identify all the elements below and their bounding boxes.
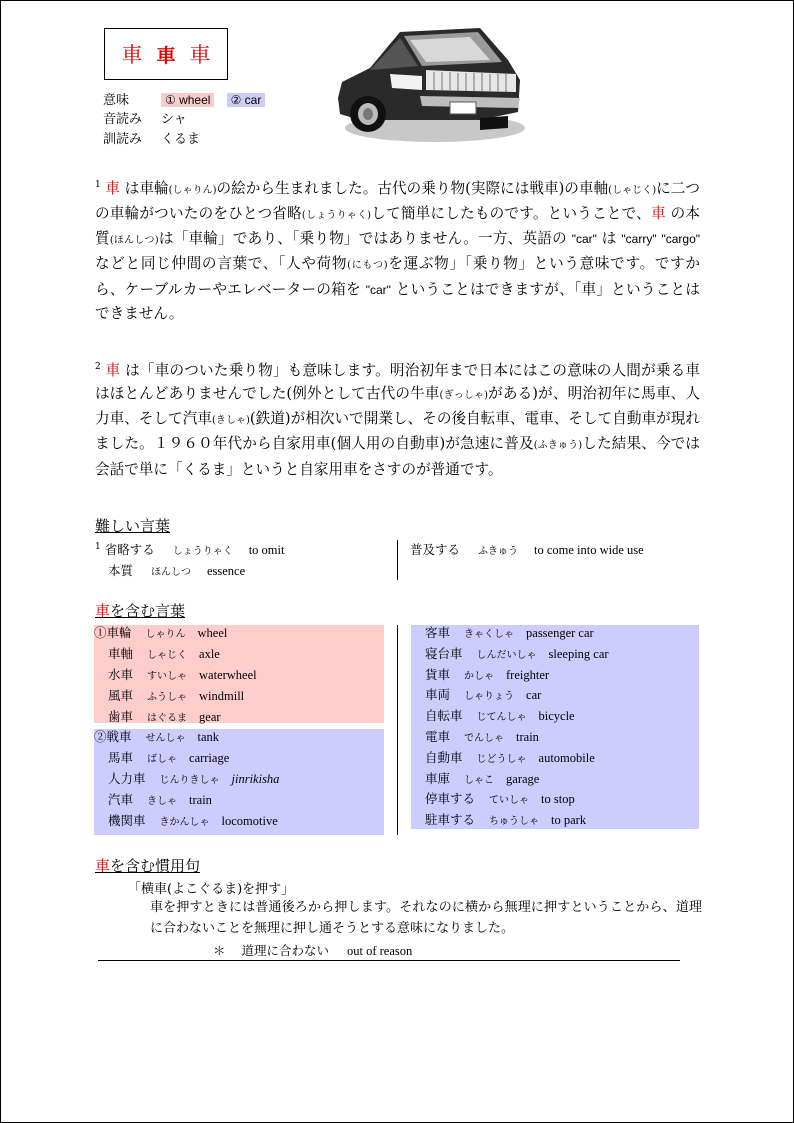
word-english: waterwheel [199, 668, 257, 682]
word-english: freighter [506, 667, 550, 682]
word-row [94, 707, 221, 727]
word-english: automobile [538, 750, 595, 765]
word-kanji: 駐車する [425, 812, 476, 828]
word-kanji: 自動車 [425, 749, 463, 765]
p1-text: は「車輪」であり、「乗り物」ではありません。一方、英語の [158, 230, 572, 248]
paragraph-2 [95, 356, 700, 481]
kanji-forms-box [104, 28, 228, 80]
p1-reading: (しょうりゃく) [301, 210, 372, 222]
word-row [411, 623, 594, 643]
word-row [411, 644, 609, 664]
difficult-words-title: 難しい言葉 [95, 517, 171, 535]
word-row [94, 623, 227, 643]
difficult-word-english: to omit [248, 543, 285, 557]
kun-reading-row [103, 130, 200, 150]
paragraph-2-number: 2 [95, 362, 101, 372]
p1-text: に二つの車輪がついたのをひとつ省略 [95, 179, 700, 223]
word-row [411, 665, 549, 685]
difficult-word-reading: ふきゅう [478, 546, 518, 557]
word-kanji: 車庫 [425, 770, 451, 786]
car-illustration [330, 20, 525, 145]
paragraph-2-head: 車 [105, 361, 121, 379]
word-kanji: 停車する [425, 791, 476, 807]
word-kanji: 貨車 [425, 666, 451, 682]
paragraph-1-head: 車 [105, 179, 121, 197]
on-reading-label: 音読み [103, 112, 143, 127]
difficult-words-divider [397, 540, 398, 580]
idiom-note-word: 道理に合わない [241, 943, 330, 958]
word-reading: じてんしゃ [476, 712, 527, 724]
kun-reading-label: 訓読み [103, 132, 143, 147]
word-reading: きしゃ [147, 796, 178, 807]
word-kanji: 機関車 [108, 813, 146, 828]
p1-text: などと同じ仲間の言葉で、「人や荷物 [95, 255, 348, 273]
word-english: to park [551, 813, 587, 828]
word-row [94, 790, 212, 810]
word-row [411, 727, 539, 747]
word-kanji: 車両 [425, 687, 451, 703]
on-reading-row [103, 110, 187, 130]
meaning-2: ② car [227, 93, 266, 107]
difficult-word: 省略する [104, 542, 155, 557]
word-row [94, 811, 278, 831]
word-reading: せんしゃ [145, 733, 186, 744]
word-reading: しゃりん [145, 629, 186, 640]
word-row [411, 789, 575, 809]
idiom-note [213, 941, 412, 959]
p1-text: ということはできますが、「車」ということはできません。 [95, 280, 700, 322]
word-kanji: ①車輪 [94, 625, 132, 640]
p2-text: (鉄道)が相次いで開業し、その後自転車、電車、そして自動車が現れました。１９６０年代から自家用車(個人用の自動車)が急速に普及 [95, 410, 700, 453]
word-reading: ふうしゃ [147, 692, 188, 703]
p1-reading: (しゃりん) [168, 184, 217, 196]
difficult-word-row [108, 561, 245, 579]
word-english: bicycle [538, 709, 575, 724]
difficult-word-reading: しょうりゃく [172, 546, 233, 557]
word-row [411, 706, 575, 726]
p1-english: "car" [365, 282, 391, 297]
p2-text: は「車のついた乗り物」も意味します。明治初年まで日本にはこの意味の人間が乗る車はほとんどありませんでした(例外として古代の牛車 [95, 361, 700, 403]
idiom-phrase: 「横車(よこぐるま)を押す」 [128, 882, 295, 897]
word-row [94, 769, 279, 789]
word-reading: じんりきしゃ [159, 775, 220, 786]
word-english: axle [199, 647, 220, 661]
word-kanji: 風車 [108, 688, 134, 703]
word-reading: しゃこ [464, 774, 495, 786]
word-kanji: 電車 [425, 729, 451, 744]
difficult-word: 普及する [410, 542, 461, 557]
word-kanji: 車軸 [108, 646, 134, 661]
word-reading: かしゃ [464, 670, 495, 682]
word-reading: しんだいしゃ [476, 649, 537, 661]
word-kanji: 人力車 [108, 771, 146, 786]
p1-english: "carry" [621, 232, 657, 247]
difficult-word-number: 1 [95, 541, 101, 552]
p2-reading: (ぎっしゃ) [439, 390, 488, 402]
word-reading: きかんしゃ [159, 817, 210, 828]
word-reading: ちゅうしゃ [489, 816, 540, 828]
word-kanji: 客車 [425, 625, 451, 640]
word-reading: でんしゃ [464, 733, 505, 744]
word-row [411, 769, 539, 789]
p1-text: は車輪 [120, 179, 169, 197]
word-kanji: 歯車 [108, 709, 134, 724]
idiom-note-star: ＊ [213, 943, 226, 958]
idiom-title-head: 車 [95, 857, 111, 875]
word-english: train [189, 793, 212, 807]
on-reading-value: シャ [161, 112, 187, 127]
word-reading: ばしゃ [147, 754, 178, 765]
word-english: gear [199, 710, 221, 724]
word-reading: すいしゃ [147, 671, 188, 682]
p1-text: の絵から生まれました。古代の乗り物(実際には戦車)の車軸 [216, 179, 609, 197]
word-reading: じどうしゃ [476, 753, 527, 765]
word-kanji: ②戦車 [94, 729, 132, 744]
difficult-word-row [95, 540, 284, 558]
word-kanji: 馬車 [108, 750, 134, 765]
word-reading: はぐるま [147, 713, 188, 724]
word-reading: しゃりょう [464, 691, 515, 703]
kanji-form-2: 車 [156, 44, 176, 67]
difficult-word: 本質 [108, 563, 134, 578]
p1-english: "cargo" [661, 232, 701, 247]
word-reading: きゃくしゃ [464, 629, 515, 640]
word-english: garage [506, 771, 540, 786]
word-english: jinrikisha [231, 772, 280, 786]
word-english: to stop [541, 792, 575, 807]
word-row [411, 685, 541, 705]
idiom-section-title [95, 855, 200, 876]
p1-text: して簡単にしたものです。ということで、 [371, 205, 651, 223]
word-kanji: 自転車 [425, 708, 463, 724]
word-reading: ていしゃ [489, 795, 530, 807]
bottom-rule [98, 960, 680, 961]
word-english: passenger car [526, 626, 594, 640]
idiom-explanation: 車を押すときには普通後ろから押します。それなのに横から無理に押すということから、道理に合わないことを無理に押し通そうとする意味になりました。 [150, 900, 702, 936]
kun-reading-value: くるま [161, 132, 201, 147]
word-row [94, 686, 244, 706]
word-english: sleeping car [548, 646, 609, 661]
idiom-title-rest: を含む慣用句 [110, 857, 201, 875]
p1-text: の本質 [95, 205, 700, 248]
word-english: windmill [199, 689, 245, 703]
p1-reading: (しゃじく) [608, 184, 657, 196]
meaning-label: 意味 [103, 93, 130, 108]
word-english: carriage [189, 751, 230, 765]
kanji-form-1: 車 [121, 43, 143, 67]
p1-text: を運ぶ物」「乗り物」という意味です。ですから、ケーブルカーやエレベーターの箱を [95, 255, 700, 298]
words-title-head: 車 [95, 602, 111, 620]
word-reading: しゃじく [147, 650, 188, 661]
words-divider [397, 625, 398, 835]
paragraph-1-number: 1 [95, 180, 101, 190]
kanji-form-3: 車 [189, 43, 211, 67]
meaning-row [103, 90, 265, 111]
word-english: wheel [197, 626, 228, 640]
difficult-word-reading: ほんしつ [151, 567, 191, 578]
meaning-1: ① wheel [161, 93, 214, 107]
word-kanji: 水車 [108, 667, 134, 682]
word-row [94, 748, 229, 768]
paragraph-1 [95, 174, 700, 325]
word-english: train [516, 730, 539, 744]
p2-reading: (きしゃ) [211, 415, 250, 427]
word-row [94, 644, 220, 664]
word-english: tank [197, 730, 220, 744]
p1-head: 車 [650, 205, 666, 223]
word-row [94, 727, 219, 747]
word-english: car [526, 688, 542, 703]
p1-reading: (にもつ) [347, 260, 388, 272]
word-row [94, 665, 257, 685]
p1-english: "car" [571, 232, 597, 247]
difficult-word-english: to come into wide use [533, 543, 644, 557]
words-title-rest: を含む言葉 [110, 602, 186, 620]
p2-reading: (ふきゅう) [533, 440, 583, 452]
p2-text: がある)が、明治初年に馬車、人力車、そして汽車 [95, 385, 700, 428]
idiom-note-english: out of reason [347, 944, 413, 958]
word-kanji: 汽車 [108, 792, 134, 807]
p1-reading: (ほんしつ) [109, 235, 159, 247]
word-english: locomotive [221, 814, 278, 828]
difficult-word-row [410, 540, 644, 558]
word-row [411, 748, 595, 768]
word-kanji: 寝台車 [425, 645, 463, 661]
words-section-title [95, 600, 185, 621]
p2-text: した結果、今では会話で単に「くるま」というと自家用車をさすのが普通です。 [95, 435, 700, 478]
p1-text: は [596, 230, 622, 248]
word-row [411, 810, 586, 830]
difficult-word-english: essence [206, 564, 246, 578]
